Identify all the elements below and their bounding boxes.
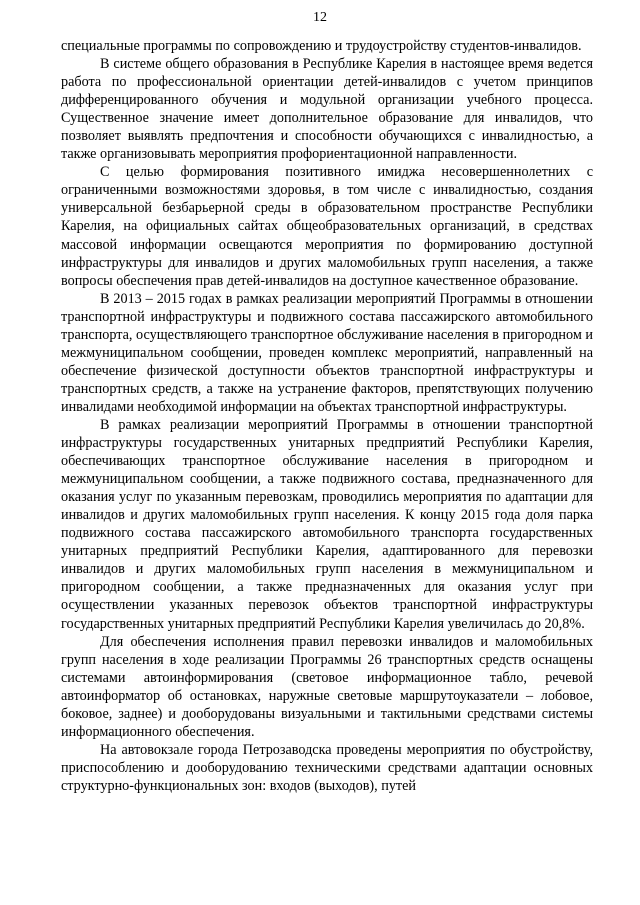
paragraph-positive-image: С целью формирования позитивного имиджа несовершеннолетних с ограниченными возможностями здоровья, в том числе с инвалидностью, создания универсальной безбарьерной среды в образовательном пространстве Республики Карелия, на официальных сайтах общеобразовательных организаций, в средствах массовой информации освещаются мероприятия по формированию доступной инфраструктуры для инвалидов и других маломобильных групп населения, а также вопросы обеспечения прав детей-инвалидов на доступное качественное образование. — [61, 164, 593, 289]
paragraph-bus-station: На автовокзале города Петрозаводска проведены мероприятия по обустройству, приспособлению и дооборудованию техническими средствами адаптации основных структурно-функциональных зон: входов (выходов), путей — [61, 741, 593, 794]
page-number: 12 — [313, 10, 327, 25]
paragraph-general-education: В системе общего образования в Республике Карелия в настоящее время ведется работа по профессиональной ориентации детей-инвалидов с учетом принципов дифференцированного обучения и модульной организации учебного процесса. Существенное значение имеет дополнительное образование для инвалидов, что позволяет выявлять предпочтения и способности обучающихся с инвалидностью, а также организовывать мероприятия профориентационной направленности. — [61, 56, 593, 163]
paragraph-autoinforming: Для обеспечения исполнения правил перевозки инвалидов и маломобильных групп населения в ходе реализации Программы 26 транспортных средств оснащены системами автоинформирования (световое информационное табло, речевой автоинформатор об остановках, наружные световые маршрутоуказатели – лобовое, боковое, заднее) и дооборудованы визуальными и тактильными средствами системы информационного обеспечения. — [61, 633, 593, 740]
paragraph-continuation: специальные программы по сопровождению и трудоустройству студентов-инвалидов. — [61, 38, 582, 54]
paragraph-transport-enterprises: В рамках реализации мероприятий Программы в отношении транспортной инфраструктуры государственных унитарных предприятий Республики Карелия, обеспечивающих транспортное обслуживание населения в пригородном и межмуниципальном сообщении, а также подвижного состава, предназначенного для оказания услуг по указанным перевозкам, проводились мероприятия по адаптации для инвалидов и других маломобильных групп населения. К концу 2015 года доля парка подвижного состава пассажирского автомобильного транспорта государственных унитарных предприятий Республики Карелия, адаптированного для перевозки инвалидов и других маломобильных групп населения в межмуниципальном и пригородном сообщении, а также предназначенных для оказания услуг при осуществлении указанных перевозок объектов транспортной инфраструктуры государственных унитарных предприятий Республики Карелия увеличилась до 20,8%. — [61, 416, 593, 632]
paragraph-transport-2013-2015: В 2013 – 2015 годах в рамках реализации мероприятий Программы в отношении транспортной инфраструктуры и подвижного состава пассажирского автомобильного транспорта, осуществляющего транспортное обслуживание населения в пригородном и межмуниципальном сообщении, проведен комплекс мероприятий, направленный на обеспечение физической доступности объектов транспортной инфраструктуры и транспортных средств, а также на устранение факторов, препятствующих получению инвалидами необходимой информации на объектах транспортной инфраструктуры. — [61, 290, 593, 415]
body-text — [61, 37, 593, 795]
